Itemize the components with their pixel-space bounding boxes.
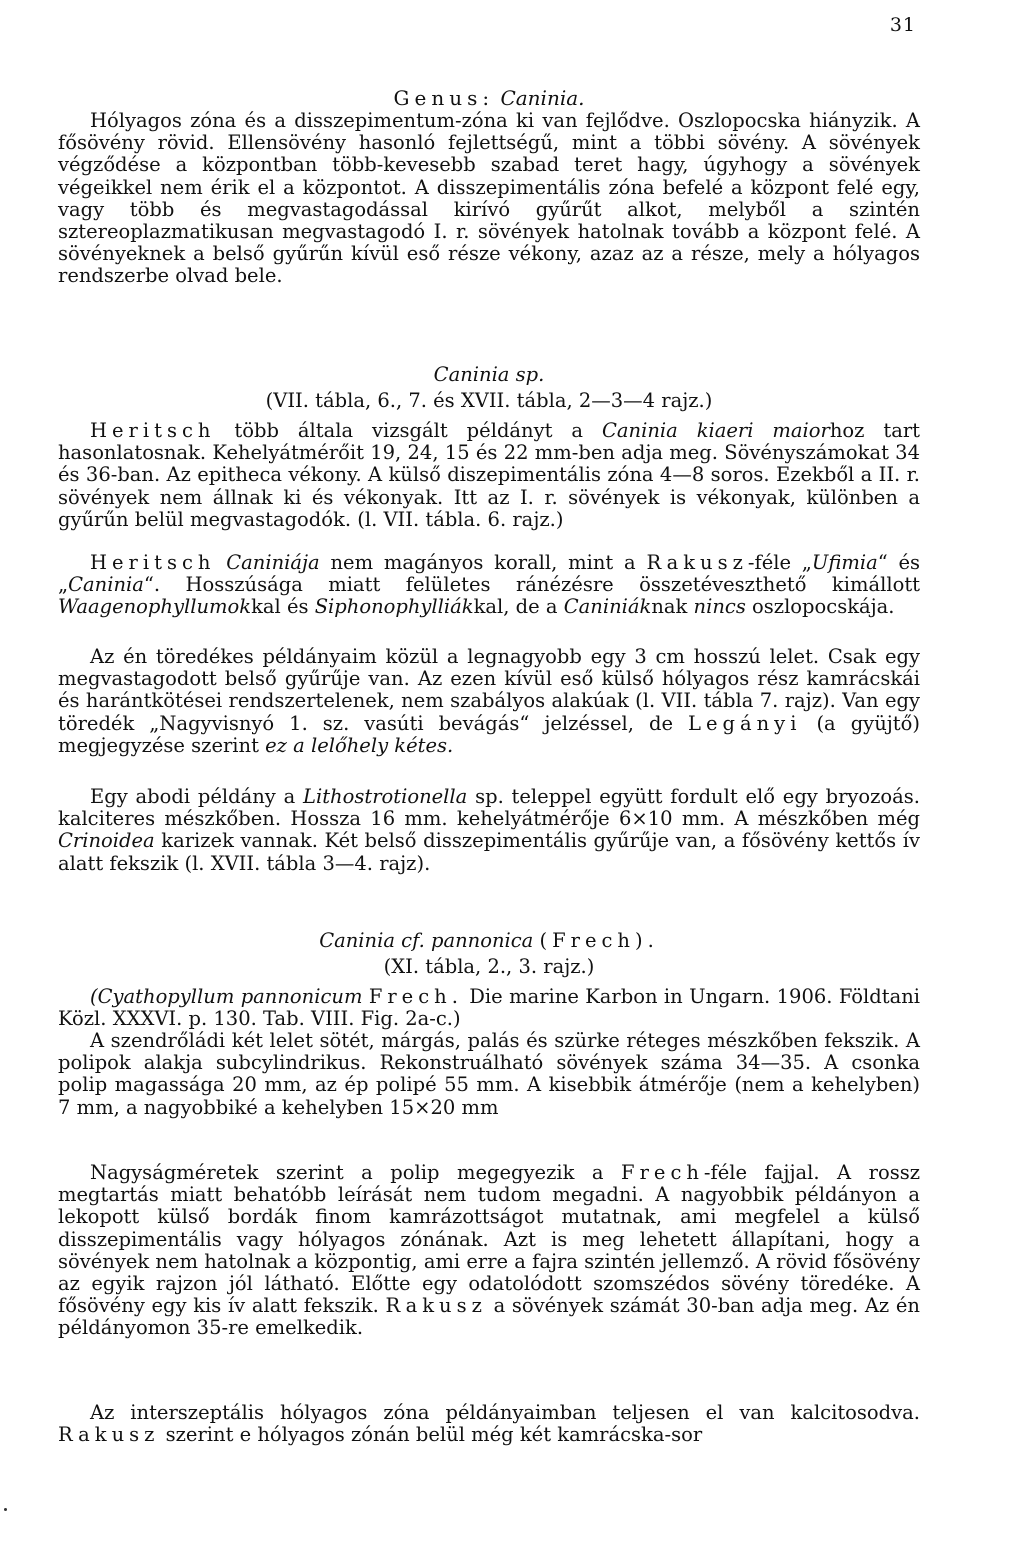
species1-paragraph-1 [58,420,920,531]
emphasis: nincs [693,595,746,619]
species1-paragraph-2 [58,552,920,619]
taxon-name: Waagenophyllumok [58,595,252,619]
genus-label: Genus: [393,86,495,110]
author-heritsch: Heritsch [90,551,216,574]
taxon-name: Lithostrotionella [303,785,468,808]
text-span: sp. teleppel együtt fordult elő egy bryozoás. kalciteres mészkőben. Hossza 16 mm. kehelyátmérője 6×10 mm. A mészkőben még [58,785,921,831]
text-span: hoz tart hasonlatosnak. Kehelyátmérőit 19, 24, 15 és 22 mm-ben adja meg. Sövényszámokat 34 és 36-ban. Az epitheca vékony. A külső diszepimentális zóna 4—8 soros. Ezekből a II. r. sövények nem állnak ki és vékonyak. Itt az I. r. sövények is vékonyak, különben a gyűrűn belül megvastagodók. (l. VII. tábla. 6. rajz.) [58,419,920,531]
taxon-name: Caninia [68,573,144,597]
taxon-name: Caniniák [563,595,652,619]
text-span: a sövények számát 30-ban adja meg. Az én példányomon 35-re emelkedik. [58,1294,920,1340]
genus-name: Caninia. [500,86,585,110]
text-span: nak [651,595,688,619]
text-span: oszlopocskája. [752,595,895,619]
species2-plates: (XI. tábla, 2., 3. rajz.) [383,955,595,978]
species2-title [58,930,920,952]
species1-paragraph-4 [58,786,920,875]
species2-author: (Frech). [539,929,659,952]
text-span: “. Hosszúsága miatt felületes ránézésre összetéveszthető kimállott [143,573,920,597]
author-rakusz: Rakusz [58,1423,160,1447]
text-span: szerint e hólyagos zónán belül még két kamrácska-sor [165,1423,703,1447]
species2-name: Caninia cf. pannonica [319,929,534,952]
taxon-name: Caniniája [226,551,320,574]
text-span: -féle fajjal. A rossz megtartás miatt behatóbb leírását nem tudom megadni. A nagyobbik példányon a lekopott külső bordák finom kamrázottságot mutatnak, ami megfelel a külső disszepimentális vagy hólyagos zónának. Azt is meg lehetett állapítani, hogy a sövények nem hatolnak a központig, ami erre a fajra szintén jellemző. A rövid fősövény az egyik rajzon jól látható. Előtte egy odatolódott szomszédos sövény töredéke. A fősövény egy kis ív alatt fekszik. [58,1161,920,1318]
species1-paragraph-3 [58,646,920,757]
text-span: Egy abodi példány a [90,785,296,808]
author-frech: Frech [621,1161,704,1184]
species2-paragraph-1: A szendrőládi két lelet sötét, márgás, palás és szürke réteges mészkőben fekszik. A polipok alakja subcylindrikus. Rekonstruálható sövények száma 34—35. A csonka polip magassága 20 mm, az ép polipé 55 mm. A kisebbik átmérője (nem a kehelyben) 7 mm, a nagyobbiké a kehelyben 15×20 mm [58,1029,920,1119]
text-span: kal, de a [473,595,558,619]
taxon-name: Crinoidea [58,829,155,853]
margin-speck [4,1508,7,1511]
taxon-name: Caninia kiaeri maior [602,419,830,442]
text-span: Nagyságméretek szerint a polip megegyezik a [90,1161,604,1184]
taxon-name: Siphonophylliák [314,595,474,619]
author-heritsch: Heritsch [90,419,216,442]
species1-title: Caninia sp. [433,363,545,386]
text-span: Az interszeptális hólyagos zóna példányaimban teljesen el van kalcitosodva. [90,1401,920,1424]
author-leganyi: Legányi [688,711,802,735]
author-rakusz: Rakusz [385,1294,487,1318]
text-span: nem magányos korall, mint a [330,551,636,574]
species2-synonym [58,986,920,1030]
intro-paragraph: Hólyagos zóna és a disszepimentum-zóna ki van fejlődve. Oszlopocska hiányzik. A fősövény rövid. Ellensövény hasonló fejlettségű, mint a többi sövény. A sövények végződése a központban több-kevesebb szabad teret hagy, úgyhogy a sövények végeikkel nem érik el a központot. A disszepimentális zóna befelé a központ felé egy, vagy több és megvastagodással kirívó gyűrűt alkot, melyből a szintén sztereoplazmatikusan megvastagodó I. r. sövények hatolnak tovább a központ felé. A sövényeknek a belső gyűrűn kívül eső része vékony, azaz az a része, mely a hólyagos rendszerbe olvad bele. [58,109,920,288]
page-number: 31 [889,14,916,36]
text-span: kal és [251,595,309,619]
synonym-taxon: (Cyathopyllum pannonicum [90,985,363,1008]
text-span: “ és „ [58,551,921,597]
author-rakusz: Rakusz [646,551,748,574]
text-span: (a gyüjtő) megjegyzése szerint [58,711,920,757]
emphasis: ez a lelőhely kétes. [265,733,454,757]
text-span: -féle „ [747,551,812,574]
text-span: Az én töredékes példányaim közül a legnagyobb egy 3 cm hosszú lelet. Csak egy megvastagodott belső gyűrűje van. Az ezen kívül eső külső hólyagos rész kamrácskái és harántkötései rendszertelenek, nem szabályos alakúak (l. VII. tábla 7. rajz). Van egy töredék „Nagyvisnyó 1. sz. vasúti bevágás“ jelzéssel, de [58,645,920,735]
taxon-name: Ufimia [811,551,878,574]
species2-paragraph-3 [58,1402,920,1446]
text-span: több általa vizsgált példányt a [234,419,584,442]
species1-plates: (VII. tábla, 6., 7. és XVII. tábla, 2—3—4 rajz.) [265,389,713,412]
species2-paragraph-2 [58,1162,920,1340]
text-span: Die marine Karbon in Ungarn. 1906. Földtani Közl. XXXVI. p. 130. Tab. VIII. Fig. 2a-c.) [58,985,921,1031]
genus-heading [58,86,920,110]
synonym-author: Frech. [368,985,463,1008]
text-span: karizek vannak. Két belső disszepimentális gyűrűje van, a fősövény kettős ív alatt fekszik (l. XVII. tábla 3—4. rajz). [58,829,920,875]
